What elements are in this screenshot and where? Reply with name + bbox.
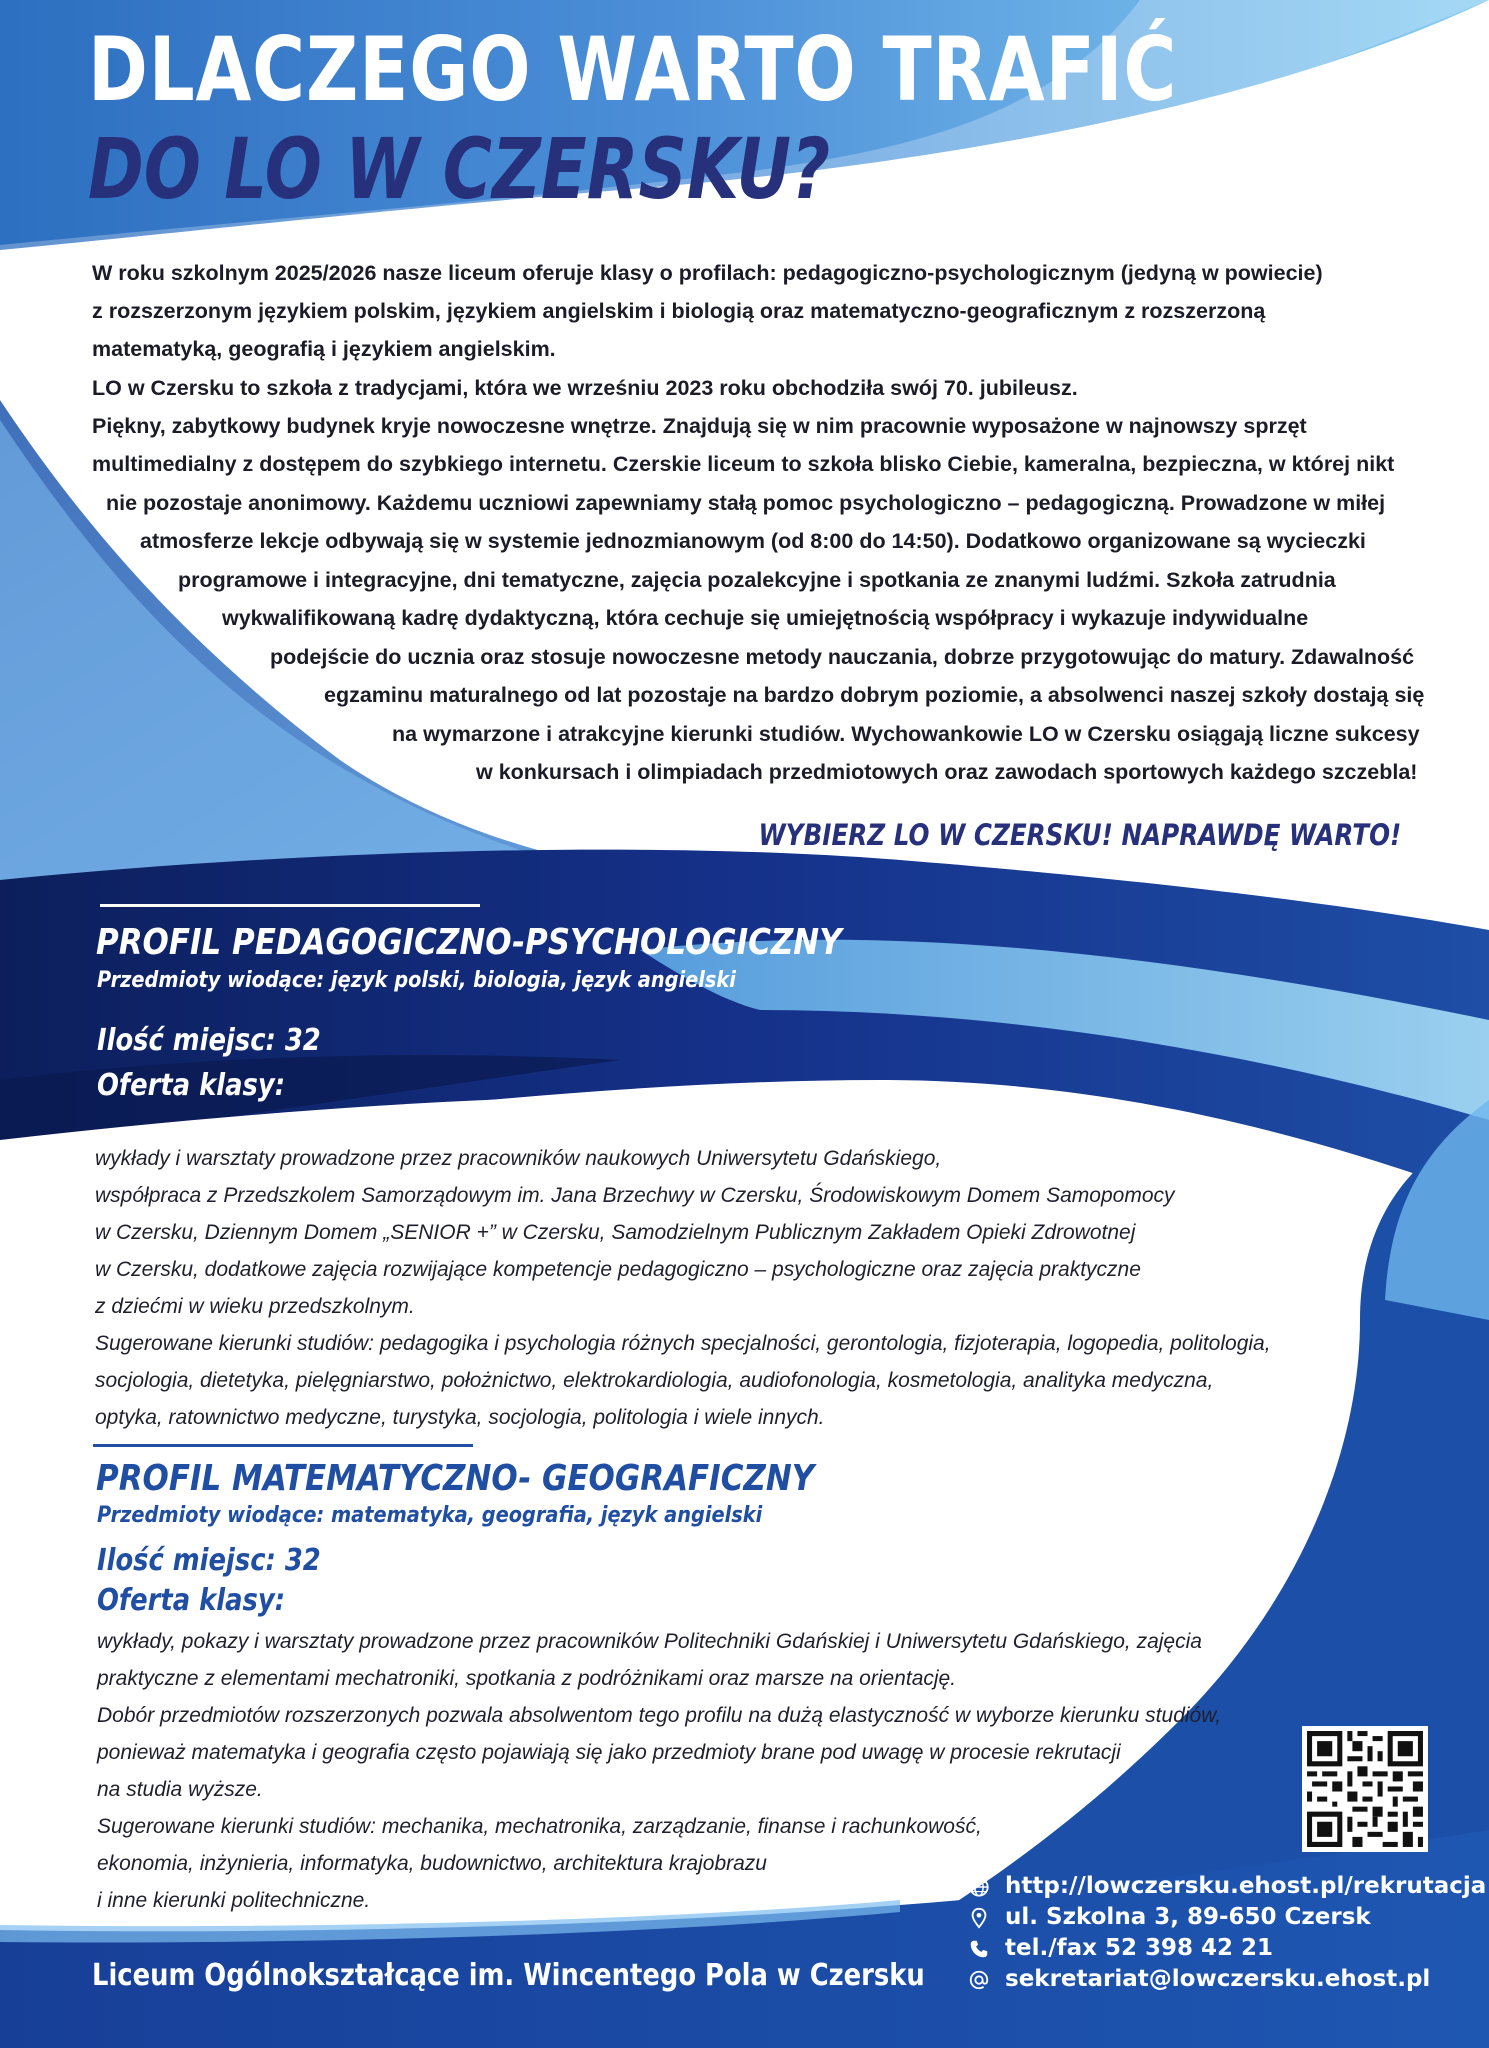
intro-line: W roku szkolnym 2025/2026 nasze liceum oferuje klasy o profilach: pedagogiczno-psychologicznym (jedyną w powiecie) [92, 261, 1323, 285]
profile1-places: Ilość miejsc: 32 [97, 1023, 321, 1058]
page-title: DLACZEGO WARTO TRAFIĆ [88, 18, 1178, 121]
profile2-line: na studia wyższe. [97, 1778, 263, 1801]
profile2-line: Sugerowane kierunki studiów: mechanika, mechatronika, zarządzanie, finanse i rachunkowość, [97, 1815, 982, 1838]
location-pin-icon [968, 1907, 990, 1929]
page-subtitle: DO LO W CZERSKU? [88, 120, 831, 218]
profile1-line: socjologia, dietetyka, pielęgniarstwo, położnictwo, elektrokardiologia, audiofonologia, kosmetologia, analityka medyczna, [95, 1369, 1214, 1392]
intro-line: na wymarzone i atrakcyjne kierunki studiów. Wychowankowie LO w Czersku osiągają liczne sukcesy [392, 722, 1420, 746]
intro-line: wykwalifikowaną kadrę dydaktyczną, która cechuje się umiejętnością współpracy i wykazuje indywidualne [222, 606, 1309, 630]
contact-address: ul. Szkolna 3, 89-650 Czersk [1005, 1904, 1371, 1930]
profile1-line: współpraca z Przedszkolem Samorządowym im. Jana Brzechwy w Czersku, Środowiskowym Domem Samopomocy [95, 1184, 1175, 1207]
profile2-places: Ilość miejsc: 32 [97, 1543, 321, 1578]
profile1-title: PROFIL PEDAGOGICZNO-PSYCHOLOGICZNY [96, 922, 842, 963]
contact-website[interactable]: http://lowczersku.ehost.pl/rekrutacja [1005, 1873, 1487, 1899]
profile1-line: z dziećmi w wieku przedszkolnym. [95, 1295, 415, 1318]
profile1-line: w Czersku, dodatkowe zajęcia rozwijające kompetencje pedagogiczno – psychologiczne oraz zajęcia praktyczne [95, 1258, 1141, 1281]
profile2-offer-label: Oferta klasy: [97, 1583, 286, 1618]
profile2-subjects: Przedmioty wiodące: matematyka, geografia, język angielski [97, 1503, 763, 1528]
intro-line: z rozszerzonym językiem polskim, językiem angielskim i biologią oraz matematyczno-geograficznym z rozszerzoną [92, 299, 1266, 323]
phone-icon [968, 1938, 990, 1960]
contact-phone[interactable]: tel./fax 52 398 42 21 [1005, 1935, 1274, 1961]
at-sign-icon [968, 1969, 990, 1991]
section-divider [100, 904, 480, 907]
profile1-line: Sugerowane kierunki studiów: pedagogika i psychologia różnych specjalności, gerontologia, fizjoterapia, logopedia, politologia, [95, 1332, 1271, 1355]
profile1-offer-label: Oferta klasy: [97, 1068, 286, 1103]
profile1-line: w Czersku, Dziennym Domem „SENIOR +” w Czersku, Samodzielnym Publicznym Zakładem Opieki Zdrowotnej [95, 1221, 1136, 1244]
profile2-line: praktyczne z elementami mechatroniki, spotkania z podróżnikami oraz marsze na orientację. [97, 1667, 957, 1690]
profile2-line: wykłady, pokazy i warsztaty prowadzone przez pracowników Politechniki Gdańskiej i Uniwersytetu Gdańskiego, zajęcia [97, 1630, 1202, 1653]
intro-line: nie pozostaje anonimowy. Każdemu uczniowi zapewniamy stałą pomoc psychologiczno – pedagogiczną. Prowadzone w miłej [106, 491, 1386, 515]
contact-email[interactable]: sekretariat@lowczersku.ehost.pl [1005, 1966, 1431, 1992]
section-divider [93, 1444, 473, 1447]
intro-line: multimedialny z dostępem do szybkiego internetu. Czerskie liceum to szkoła blisko Ciebie, kameralna, bezpieczna, w której nikt [92, 452, 1395, 476]
intro-line: w konkursach i olimpiadach przedmiotowych oraz zawodach sportowych każdego szczebla! [476, 760, 1418, 784]
globe-icon [968, 1876, 990, 1898]
profile2-line: ponieważ matematyka i geografia często pojawiają się jako przedmioty brane pod uwagę w procesie rekrutacji [97, 1741, 1121, 1764]
profile2-line: i inne kierunki politechniczne. [97, 1889, 371, 1912]
profile2-title: PROFIL MATEMATYCZNO- GEOGRAFICZNY [96, 1458, 815, 1499]
intro-line: programowe i integracyjne, dni tematyczne, zajęcia pozalekcyjne i spotkania ze znanymi ludźmi. Szkoła zatrudnia [178, 568, 1336, 592]
intro-line: atmosferze lekcje odbywają się w systemie jednozmianowym (od 8:00 do 14:50). Dodatkowo organizowane są wycieczki [140, 529, 1366, 553]
profile1-line: optyka, ratownictwo medyczne, turystyka, socjologia, politologia i wiele innych. [95, 1406, 825, 1429]
profile2-line: Dobór przedmiotów rozszerzonych pozwala absolwentom tego profilu na dużą elastyczność w wyborze kierunku studiów, [97, 1704, 1222, 1727]
intro-line: LO w Czersku to szkoła z tradycjami, która we wrześniu 2023 roku obchodziła swój 70. jubileusz. [92, 376, 1078, 400]
profile1-subjects: Przedmioty wiodące: język polski, biologia, język angielski [97, 968, 736, 993]
slogan: WYBIERZ LO W CZERSKU! NAPRAWDĘ WARTO! [758, 818, 1401, 852]
intro-line: Piękny, zabytkowy budynek kryje nowoczesne wnętrze. Znajdują się w nim pracownie wyposażone w najnowszy sprzęt [92, 414, 1307, 438]
school-name: Liceum Ogólnokształcące im. Wincentego Pola w Czersku [92, 1958, 925, 1993]
intro-line: egzaminu maturalnego od lat pozostaje na bardzo dobrym poziomie, a absolwenci naszej szkoły dostają się [324, 683, 1425, 707]
qr-code[interactable] [1302, 1726, 1428, 1852]
profile1-line: wykłady i warsztaty prowadzone przez pracowników naukowych Uniwersytetu Gdańskiego, [95, 1147, 942, 1170]
intro-line: podejście do ucznia oraz stosuje nowoczesne metody nauczania, dobrze przygotowując do matury. Zdawalność [270, 645, 1415, 669]
profile2-line: ekonomia, inżynieria, informatyka, budownictwo, architektura krajobrazu [97, 1852, 767, 1875]
intro-line: matematyką, geografią i językiem angielskim. [92, 337, 556, 361]
